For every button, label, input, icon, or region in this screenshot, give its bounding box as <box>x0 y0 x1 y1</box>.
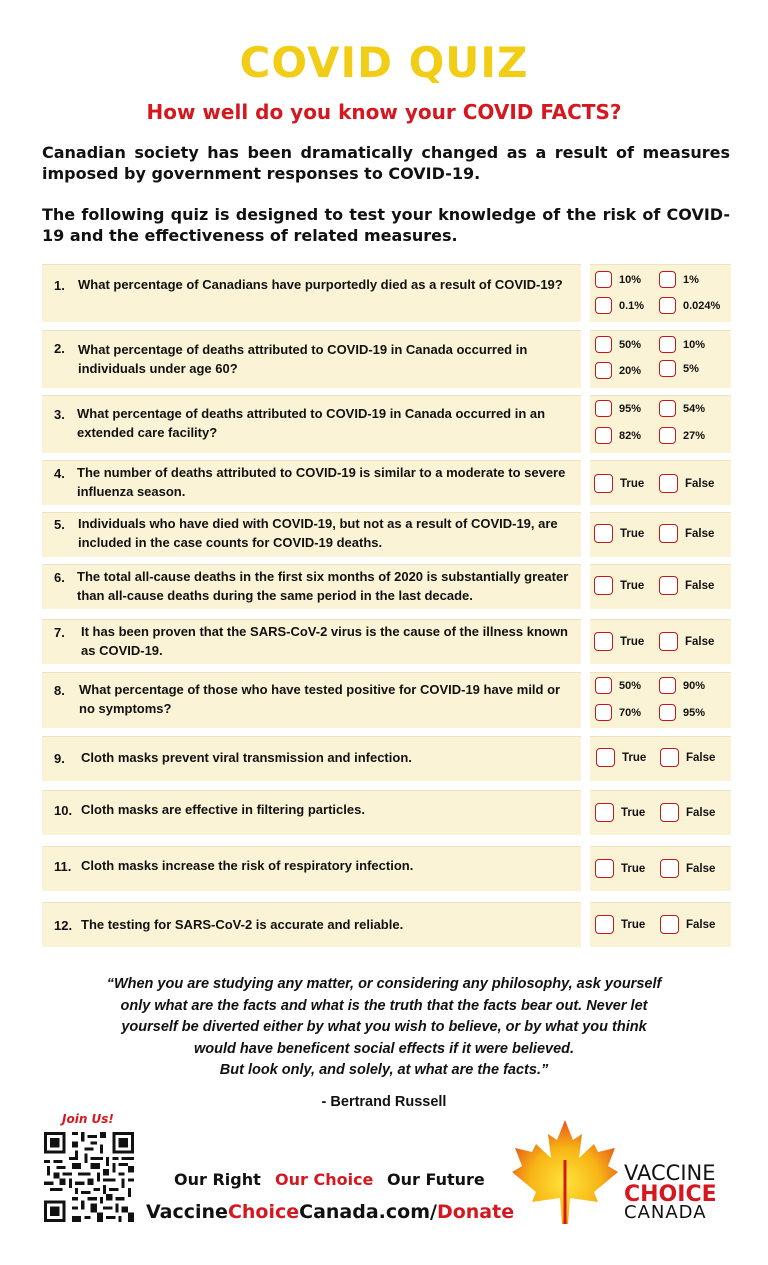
question-number: 2. <box>54 341 65 356</box>
option-label: 20% <box>619 364 642 377</box>
false-option[interactable] <box>660 859 715 878</box>
logo-canada: CANADA <box>624 1202 707 1223</box>
checkbox-icon[interactable] <box>659 400 676 417</box>
donate-link[interactable] <box>146 1201 514 1223</box>
question-number: 8. <box>54 683 65 698</box>
checkbox-icon[interactable] <box>594 632 613 651</box>
checkbox-icon[interactable] <box>659 336 676 353</box>
option-checkbox[interactable] <box>595 704 641 721</box>
question-number: 5. <box>54 517 65 532</box>
option-checkbox[interactable] <box>659 704 705 721</box>
logo-choice: CHOICE <box>624 1182 717 1207</box>
option-checkbox[interactable] <box>595 677 641 694</box>
option-label: 27% <box>683 429 706 442</box>
option-label: True <box>620 527 645 540</box>
quote-author: - Bertrand Russell <box>321 1094 447 1110</box>
false-option[interactable] <box>660 748 715 767</box>
false-option[interactable] <box>659 474 714 493</box>
true-option[interactable] <box>594 524 644 543</box>
true-option[interactable] <box>596 748 646 767</box>
checkbox-icon[interactable] <box>660 859 679 878</box>
option-checkbox[interactable] <box>595 362 641 379</box>
checkbox-icon[interactable] <box>660 915 679 934</box>
checkbox-icon[interactable] <box>594 576 613 595</box>
option-checkbox[interactable] <box>595 271 641 288</box>
quote-line: only what are the facts and what is the truth that the facts bear out. Never let <box>120 997 648 1014</box>
checkbox-icon[interactable] <box>595 297 612 314</box>
option-label: True <box>621 862 646 875</box>
question-row-3 <box>42 395 731 453</box>
checkbox-icon[interactable] <box>659 297 676 314</box>
option-label: True <box>620 635 645 648</box>
option-label: True <box>622 751 647 764</box>
option-label: 1% <box>683 273 699 286</box>
question-number: 3. <box>54 407 65 422</box>
option-label: True <box>620 579 645 592</box>
question-number: 7. <box>54 625 65 640</box>
question-row-11 <box>42 846 731 891</box>
question-text: The testing for SARS-CoV-2 is accurate and reliable. <box>81 917 404 932</box>
option-label: 90% <box>683 679 706 692</box>
checkbox-icon[interactable] <box>595 704 612 721</box>
checkbox-icon[interactable] <box>660 803 679 822</box>
question-row-6 <box>42 564 731 609</box>
true-option[interactable] <box>595 915 645 934</box>
site-part: Canada.com/ <box>299 1201 437 1223</box>
option-label: 10% <box>683 338 706 351</box>
false-option[interactable] <box>659 576 714 595</box>
intro-paragraph-2: The following quiz is designed to test your knowledge of the risk of COVID-19 and the effectiveness of related measures. <box>42 205 730 245</box>
quote-line: yourself be diverted either by what you wish to believe, or by what you think <box>121 1019 647 1035</box>
false-option[interactable] <box>660 803 715 822</box>
option-label: False <box>686 751 716 764</box>
checkbox-icon[interactable] <box>595 336 612 353</box>
option-checkbox[interactable] <box>659 360 699 377</box>
question-number: 1. <box>54 278 65 293</box>
intro-paragraph-1: Canadian society has been dramatically changed as a result of measures imposed by government responses to COVID-19. <box>42 143 730 183</box>
false-option[interactable] <box>659 524 714 543</box>
checkbox-icon[interactable] <box>659 360 676 377</box>
question-text: The total all-cause deaths in the first six months of 2020 is substantially greater than all-cause deaths during the same period in the last decade. <box>77 569 569 603</box>
option-label: 0.1% <box>619 299 645 312</box>
question-row-12 <box>42 902 731 947</box>
checkbox-icon[interactable] <box>595 677 612 694</box>
question-text: It has been proven that the SARS-CoV-2 virus is the cause of the illness known as COVID-19. <box>81 624 568 658</box>
true-option[interactable] <box>595 803 645 822</box>
checkbox-icon[interactable] <box>659 677 676 694</box>
question-text: The number of deaths attributed to COVID-19 is similar to a moderate to severe influenza season. <box>77 465 566 499</box>
site-part: Donate <box>436 1201 515 1223</box>
question-number: 6. <box>54 570 65 585</box>
true-option[interactable] <box>594 576 644 595</box>
checkbox-icon[interactable] <box>595 427 612 444</box>
question-text: Cloth masks are effective in filtering particles. <box>81 802 365 817</box>
option-label: False <box>685 527 715 540</box>
option-label: 50% <box>619 679 642 692</box>
quote-line: would have beneficent social effects if it were believed. <box>193 1040 575 1057</box>
checkbox-icon[interactable] <box>659 632 678 651</box>
maple-leaf-icon <box>510 1118 620 1226</box>
question-row-8 <box>42 672 731 728</box>
logo-vaccine: VACCINE <box>624 1161 716 1185</box>
option-label: 95% <box>619 402 642 415</box>
question-text: What percentage of deaths attributed to COVID-19 in Canada occurred in an extended care facility? <box>77 406 546 440</box>
option-label: 50% <box>619 338 642 351</box>
question-row-4 <box>42 460 731 505</box>
option-checkbox[interactable] <box>659 271 699 288</box>
option-checkbox[interactable] <box>595 297 644 314</box>
option-label: False <box>685 477 715 490</box>
true-option[interactable] <box>594 632 644 651</box>
option-label: False <box>686 806 716 819</box>
russell-quote <box>84 974 684 1082</box>
option-checkbox[interactable] <box>659 677 705 694</box>
checkbox-icon[interactable] <box>595 362 612 379</box>
question-row-2 <box>42 330 731 388</box>
option-label: True <box>620 477 645 490</box>
checkbox-icon[interactable] <box>659 524 678 543</box>
option-label: 10% <box>619 273 642 286</box>
question-number: 12. <box>54 918 73 933</box>
option-label: True <box>621 806 646 819</box>
checkbox-icon[interactable] <box>595 915 614 934</box>
option-label: False <box>685 579 715 592</box>
true-option[interactable] <box>594 474 644 493</box>
question-row-5 <box>42 512 731 557</box>
question-text: What percentage of deaths attributed to COVID-19 in Canada occurred in individuals under age 60? <box>78 342 528 376</box>
question-text: What percentage of those who have tested positive for COVID-19 have mild or no symptoms? <box>79 682 561 716</box>
option-checkbox[interactable] <box>659 400 705 417</box>
option-label: 0.024% <box>683 299 721 312</box>
true-option[interactable] <box>595 859 645 878</box>
join-us-label: Join Us! <box>62 1112 114 1126</box>
option-checkbox[interactable] <box>659 336 705 353</box>
checkbox-icon[interactable] <box>660 748 679 767</box>
checkbox-icon[interactable] <box>659 474 678 493</box>
site-part: Vaccine <box>146 1201 228 1223</box>
option-checkbox[interactable] <box>595 336 641 353</box>
checkbox-icon[interactable] <box>659 427 676 444</box>
question-text: Individuals who have died with COVID-19, but not as a result of COVID-19, are included in the case counts for COVID-19 deaths. <box>78 516 558 550</box>
checkbox-icon[interactable] <box>595 859 614 878</box>
question-text: Cloth masks increase the risk of respiratory infection. <box>81 858 414 873</box>
false-option[interactable] <box>660 915 715 934</box>
question-number: 10. <box>54 803 73 818</box>
question-row-7 <box>42 619 731 664</box>
question-number: 11. <box>54 859 72 874</box>
question-text: What percentage of Canadians have purportedly died as a result of COVID-19? <box>78 277 563 292</box>
question-row-9 <box>42 736 731 781</box>
qr-code-icon[interactable] <box>44 1132 134 1222</box>
checkbox-icon[interactable] <box>595 271 612 288</box>
option-checkbox[interactable] <box>659 427 705 444</box>
slogan-our-right: Our Right <box>174 1170 261 1189</box>
false-option[interactable] <box>659 632 714 651</box>
site-part: Choice <box>227 1201 300 1223</box>
question-text: Cloth masks prevent viral transmission and infection. <box>81 750 412 765</box>
checkbox-icon[interactable] <box>659 704 676 721</box>
quiz-title: COVID QUIZ <box>239 38 529 87</box>
checkbox-icon[interactable] <box>595 400 612 417</box>
option-label: False <box>685 635 715 648</box>
option-checkbox[interactable] <box>659 297 720 314</box>
option-label: 70% <box>619 706 642 719</box>
option-label: True <box>621 918 646 931</box>
question-number: 9. <box>54 751 65 766</box>
checkbox-icon[interactable] <box>659 271 676 288</box>
checkbox-icon[interactable] <box>659 576 678 595</box>
option-label: 95% <box>683 706 706 719</box>
option-label: False <box>686 918 716 931</box>
checkbox-icon[interactable] <box>595 803 614 822</box>
question-row-10 <box>42 790 731 835</box>
option-checkbox[interactable] <box>595 427 641 444</box>
question-row-1 <box>42 264 731 322</box>
question-number: 4. <box>54 466 65 481</box>
slogan-our-choice: Our Choice <box>275 1170 374 1189</box>
option-label: 5% <box>683 362 699 375</box>
option-label: False <box>686 862 716 875</box>
checkbox-icon[interactable] <box>594 474 613 493</box>
option-label: 82% <box>619 429 642 442</box>
slogan-our-future: Our Future <box>387 1170 485 1189</box>
quote-line: “When you are studying any matter, or considering any philosophy, ask yourself <box>106 976 662 992</box>
quote-line: But look only, and solely, at what are the facts.” <box>219 1062 549 1078</box>
checkbox-icon[interactable] <box>596 748 615 767</box>
quiz-subtitle: How well do you know your COVID FACTS? <box>146 100 622 124</box>
checkbox-icon[interactable] <box>594 524 613 543</box>
option-checkbox[interactable] <box>595 400 641 417</box>
option-label: 54% <box>683 402 706 415</box>
